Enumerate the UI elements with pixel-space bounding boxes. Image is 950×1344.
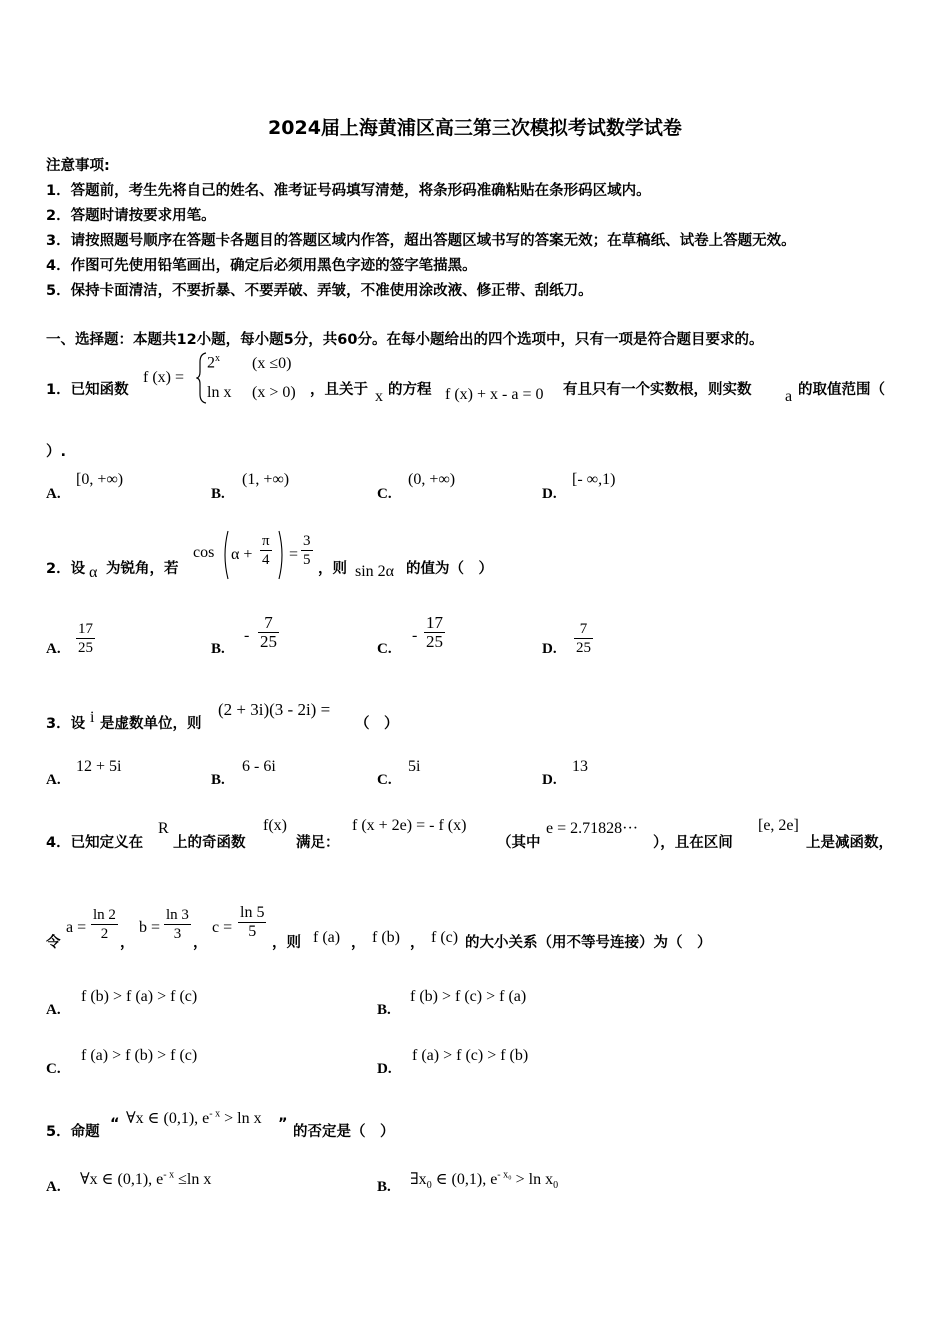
q4-option-a-label[interactable]: A. xyxy=(46,1002,61,1018)
q4-option-d-label[interactable]: D. xyxy=(377,1061,392,1077)
q4-option-c-value: f (a) > f (b) > f (c) xyxy=(81,1047,198,1064)
q1-suffix: 的取值范围（ xyxy=(798,382,885,398)
q4-paren-close: ），且在区间 xyxy=(653,835,733,851)
q2-option-a-value xyxy=(76,620,95,657)
q1-case2: ln x xyxy=(207,384,232,401)
notice-item-3: 3．请按照题号顺序在答题卡各题目的答题区域内作答，超出答题区域书写的答案无效；在草稿纸、试卷上答题无效。 xyxy=(46,233,796,249)
q2-five: 5 xyxy=(303,552,311,568)
q2-option-b-sign: - xyxy=(244,627,250,644)
q4-a-frac xyxy=(91,906,118,943)
q3-option-c-label[interactable]: C. xyxy=(377,772,392,788)
q4-mid1: 上的奇函数 xyxy=(173,835,246,851)
q2-four: 4 xyxy=(262,552,270,568)
notice-item-2: 2．答题时请按要求用笔。 xyxy=(46,208,216,224)
q4-option-b-label[interactable]: B. xyxy=(377,1002,391,1018)
q4-comma-1: ， xyxy=(120,935,135,951)
q3-option-b-label[interactable]: B. xyxy=(211,772,225,788)
q1-var-a: a xyxy=(785,388,793,405)
q4-option-b-value: f (b) > f (c) > f (a) xyxy=(410,988,527,1005)
q2-option-d-den: 25 xyxy=(576,640,591,656)
q4-comma-2: ， xyxy=(193,935,208,951)
q4-ln2: ln 2 xyxy=(93,907,116,923)
q3-expr: (2 + 3i)(3 - 2i) = xyxy=(218,700,331,719)
q2-option-c-den: 25 xyxy=(426,632,443,651)
q4-then: ，则 xyxy=(272,935,301,951)
q4-option-c-label[interactable]: C. xyxy=(46,1061,61,1077)
q2-option-d-num: 7 xyxy=(574,620,593,639)
q2-option-c-num: 17 xyxy=(426,613,443,632)
q2-suffix: 的值为（ ） xyxy=(406,561,493,577)
q3-option-b-value: 6 - 6i xyxy=(242,758,276,775)
q3-suffix: （ ） xyxy=(355,716,399,732)
q1-end: ）. xyxy=(46,444,67,460)
q1-mid3: 有且只有一个实数根，则实数 xyxy=(563,382,752,398)
q4-paren-open: （其中 xyxy=(497,835,541,851)
q2-eq: = xyxy=(289,546,299,563)
q4-c-frac xyxy=(238,904,266,941)
q4-five: 5 xyxy=(248,923,257,940)
q3-prefix: 3．设 xyxy=(46,716,86,732)
q2-three: 3 xyxy=(303,533,311,549)
q5-option-a-label[interactable]: A. xyxy=(46,1179,61,1195)
q5-option-b-label[interactable]: B. xyxy=(377,1179,391,1195)
q2-option-b-den: 25 xyxy=(260,632,277,651)
q3-option-a-value: 12 + 5i xyxy=(76,758,122,775)
q4-e-val: e = 2.71828··· xyxy=(546,820,639,837)
q4-a-eq: a = xyxy=(66,919,87,936)
q4-interval: [e, 2e] xyxy=(758,817,799,834)
q3-option-d-value: 13 xyxy=(572,758,588,775)
notice-item-1: 1．答题前，考生先将自己的姓名、准考证号码填写清楚，将条形码准确粘贴在条形码区域内。 xyxy=(46,183,651,199)
q2-option-c-sign: - xyxy=(412,627,418,644)
q2-pi-over-4 xyxy=(260,532,272,569)
q2-option-b-num: 7 xyxy=(258,614,279,633)
q5-suffix: 的否定是（ ） xyxy=(293,1124,395,1140)
q4-b-eq: b = xyxy=(139,919,161,936)
q2-option-b-label[interactable]: B. xyxy=(211,641,225,657)
q4-c-eq: c = xyxy=(212,919,233,936)
q4-suffix: 上是减函数， xyxy=(806,835,893,851)
q4-three: 3 xyxy=(173,926,182,942)
q1-equation: f (x) + x - a = 0 xyxy=(445,386,544,403)
q4-option-a-value: f (b) > f (a) > f (c) xyxy=(81,988,198,1005)
q1-prefix: 1．已知函数 xyxy=(46,382,129,398)
q4-line2-prefix: 令 xyxy=(46,935,61,951)
q4-fb: f (b) xyxy=(372,929,400,946)
q4-mid2: 满足： xyxy=(296,835,340,851)
q1-mid2: 的方程 xyxy=(388,382,432,398)
q4-comma-3: ， xyxy=(351,935,366,951)
q4-fx: f(x) xyxy=(263,817,287,834)
q1-option-d-label[interactable]: D. xyxy=(542,486,557,502)
q2-mid1: 为锐角，若 xyxy=(106,561,179,577)
q1-option-c-label[interactable]: C. xyxy=(377,486,392,502)
q1-mid1: ，且关于 xyxy=(310,382,368,398)
q2-lparen xyxy=(221,530,229,580)
q1-option-a-value: [0, +∞) xyxy=(76,471,124,488)
notice-heading: 注意事项: xyxy=(46,158,110,174)
q1-option-b-label[interactable]: B. xyxy=(211,486,225,502)
q2-sin2a: sin 2α xyxy=(355,563,395,580)
q2-option-c-value xyxy=(424,614,445,651)
q3-option-a-label[interactable]: A. xyxy=(46,772,61,788)
q4-b-frac xyxy=(164,906,191,943)
q4-line2-suffix: 的大小关系（用不等号连接）为（ ） xyxy=(465,935,712,951)
q4-R: R xyxy=(158,820,169,837)
q4-two: 2 xyxy=(100,926,109,942)
q2-option-b-value xyxy=(258,614,279,651)
q2-option-d-label[interactable]: D. xyxy=(542,641,557,657)
q2-cos: cos xyxy=(193,544,215,561)
q2-prefix: 2．设 xyxy=(46,561,86,577)
q1-option-d-value: [- ∞,1) xyxy=(572,471,616,488)
q2-pi: π xyxy=(262,533,270,549)
q2-option-c-label[interactable]: C. xyxy=(377,641,392,657)
q5-rquote: ” xyxy=(278,1116,288,1132)
q3-option-d-label[interactable]: D. xyxy=(542,772,557,788)
section-heading: 一、选择题：本题共12小题，每小题5分，共60分。在每小题给出的四个选项中，只有一项是符合题目要求的。 xyxy=(46,332,764,348)
q1-case1: 2$^x$ xyxy=(207,353,220,372)
page-title: 2024届上海黄浦区高三第三次模拟考试数学试卷 xyxy=(268,117,682,139)
q2-rparen xyxy=(278,530,286,580)
q3-i: i xyxy=(90,709,95,726)
q4-ln5: ln 5 xyxy=(240,904,265,921)
q2-option-a-num: 17 xyxy=(78,621,93,637)
q2-three-fifths xyxy=(301,532,313,569)
q4-fa: f (a) xyxy=(313,929,341,946)
q2-option-a-den: 25 xyxy=(78,640,93,656)
q5-prefix: 5．命题 xyxy=(46,1124,100,1140)
q2-inner: α + xyxy=(231,546,253,563)
q2-option-d-value xyxy=(574,620,593,657)
q5-option-b-value: $\exists x_0$ ∈ (0,1), $e^{- x_0} > \ln x_0$ xyxy=(410,1169,559,1192)
q5-lquote: “ xyxy=(110,1116,120,1132)
q4-cond: f (x + 2e) = - f (x) xyxy=(352,817,467,834)
q1-var-x: x xyxy=(375,388,383,405)
q1-case2-cond: (x > 0) xyxy=(252,384,296,401)
q4-ln3: ln 3 xyxy=(166,907,189,923)
q1-case1-cond: (x ≤0) xyxy=(252,355,292,372)
q4-comma-4: ， xyxy=(410,935,425,951)
q2-option-a-label[interactable]: A. xyxy=(46,641,61,657)
q4-prefix: 4．已知定义在 xyxy=(46,835,144,851)
notice-item-4: 4．作图可先使用铅笔画出，确定后必须用黑色字迹的签字笔描黑。 xyxy=(46,258,477,274)
q1-option-c-value: (0, +∞) xyxy=(408,471,456,488)
q1-option-a-label[interactable]: A. xyxy=(46,486,61,502)
q1-option-b-value: (1, +∞) xyxy=(242,471,290,488)
q4-option-d-value: f (a) > f (c) > f (b) xyxy=(412,1047,529,1064)
q5-option-a-value: ∀x ∈ (0,1), $e^{- x} \le\ln$ x xyxy=(80,1169,212,1188)
q5-proposition: ∀x ∈ (0,1), $e^{- x} > \ln x$ xyxy=(126,1108,262,1127)
q4-fc: f (c) xyxy=(431,929,459,946)
q3-option-c-value: 5i xyxy=(408,758,421,775)
q2-alpha: α xyxy=(89,564,98,581)
q3-mid: 是虚数单位，则 xyxy=(100,716,202,732)
q2-mid2: ，则 xyxy=(318,561,347,577)
notice-item-5: 5．保持卡面清洁，不要折暴、不要弄破、弄皱，不准使用涂改液、修正带、刮纸刀。 xyxy=(46,283,593,299)
q1-fx: f (x) = xyxy=(143,369,185,386)
